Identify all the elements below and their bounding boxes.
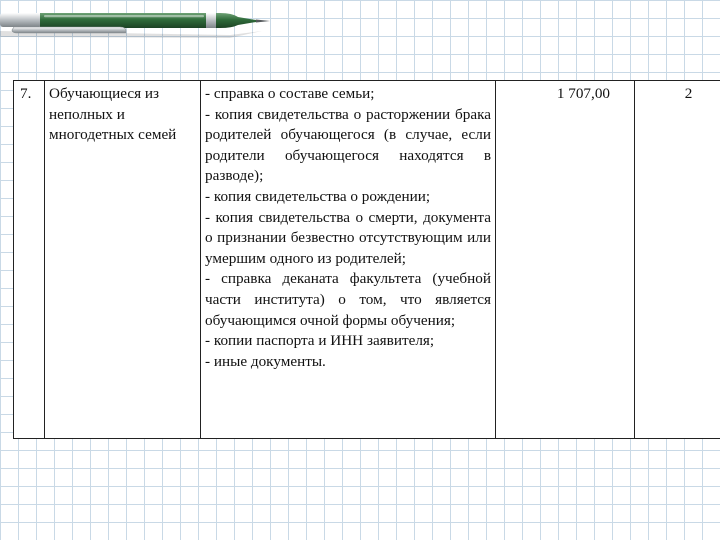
count-cell: 2 <box>635 81 720 439</box>
document-item: - копия свидетельства о расторжении брака родителей обучающегося (в случае, если родители обучающегося находятся в разводе); <box>205 105 491 185</box>
category-cell: Обучающиеся из неполных и многодетных семей <box>45 81 201 439</box>
document-item: - копия свидетельства о смерти, документа о признании безвестно отсутствующим или умершим одного из родителей; <box>205 208 491 267</box>
table-row <box>14 81 720 439</box>
pen-icon <box>0 0 290 40</box>
document-item: - копия свидетельства о рождении; <box>205 187 431 205</box>
amount-cell: 1 707,00 <box>496 81 635 439</box>
document-item: - копии паспорта и ИНН заявителя; <box>205 332 435 350</box>
document-item: - справка о составе семьи; <box>205 85 375 102</box>
documents-cell <box>201 81 496 439</box>
documents-table <box>13 80 720 439</box>
document-item: - справка деканата факультета (учебной части института) о том, что является обучающимся очной формы обучения; <box>205 270 491 329</box>
document-item: - иные документы. <box>205 352 326 370</box>
row-number: 7. <box>14 81 45 439</box>
